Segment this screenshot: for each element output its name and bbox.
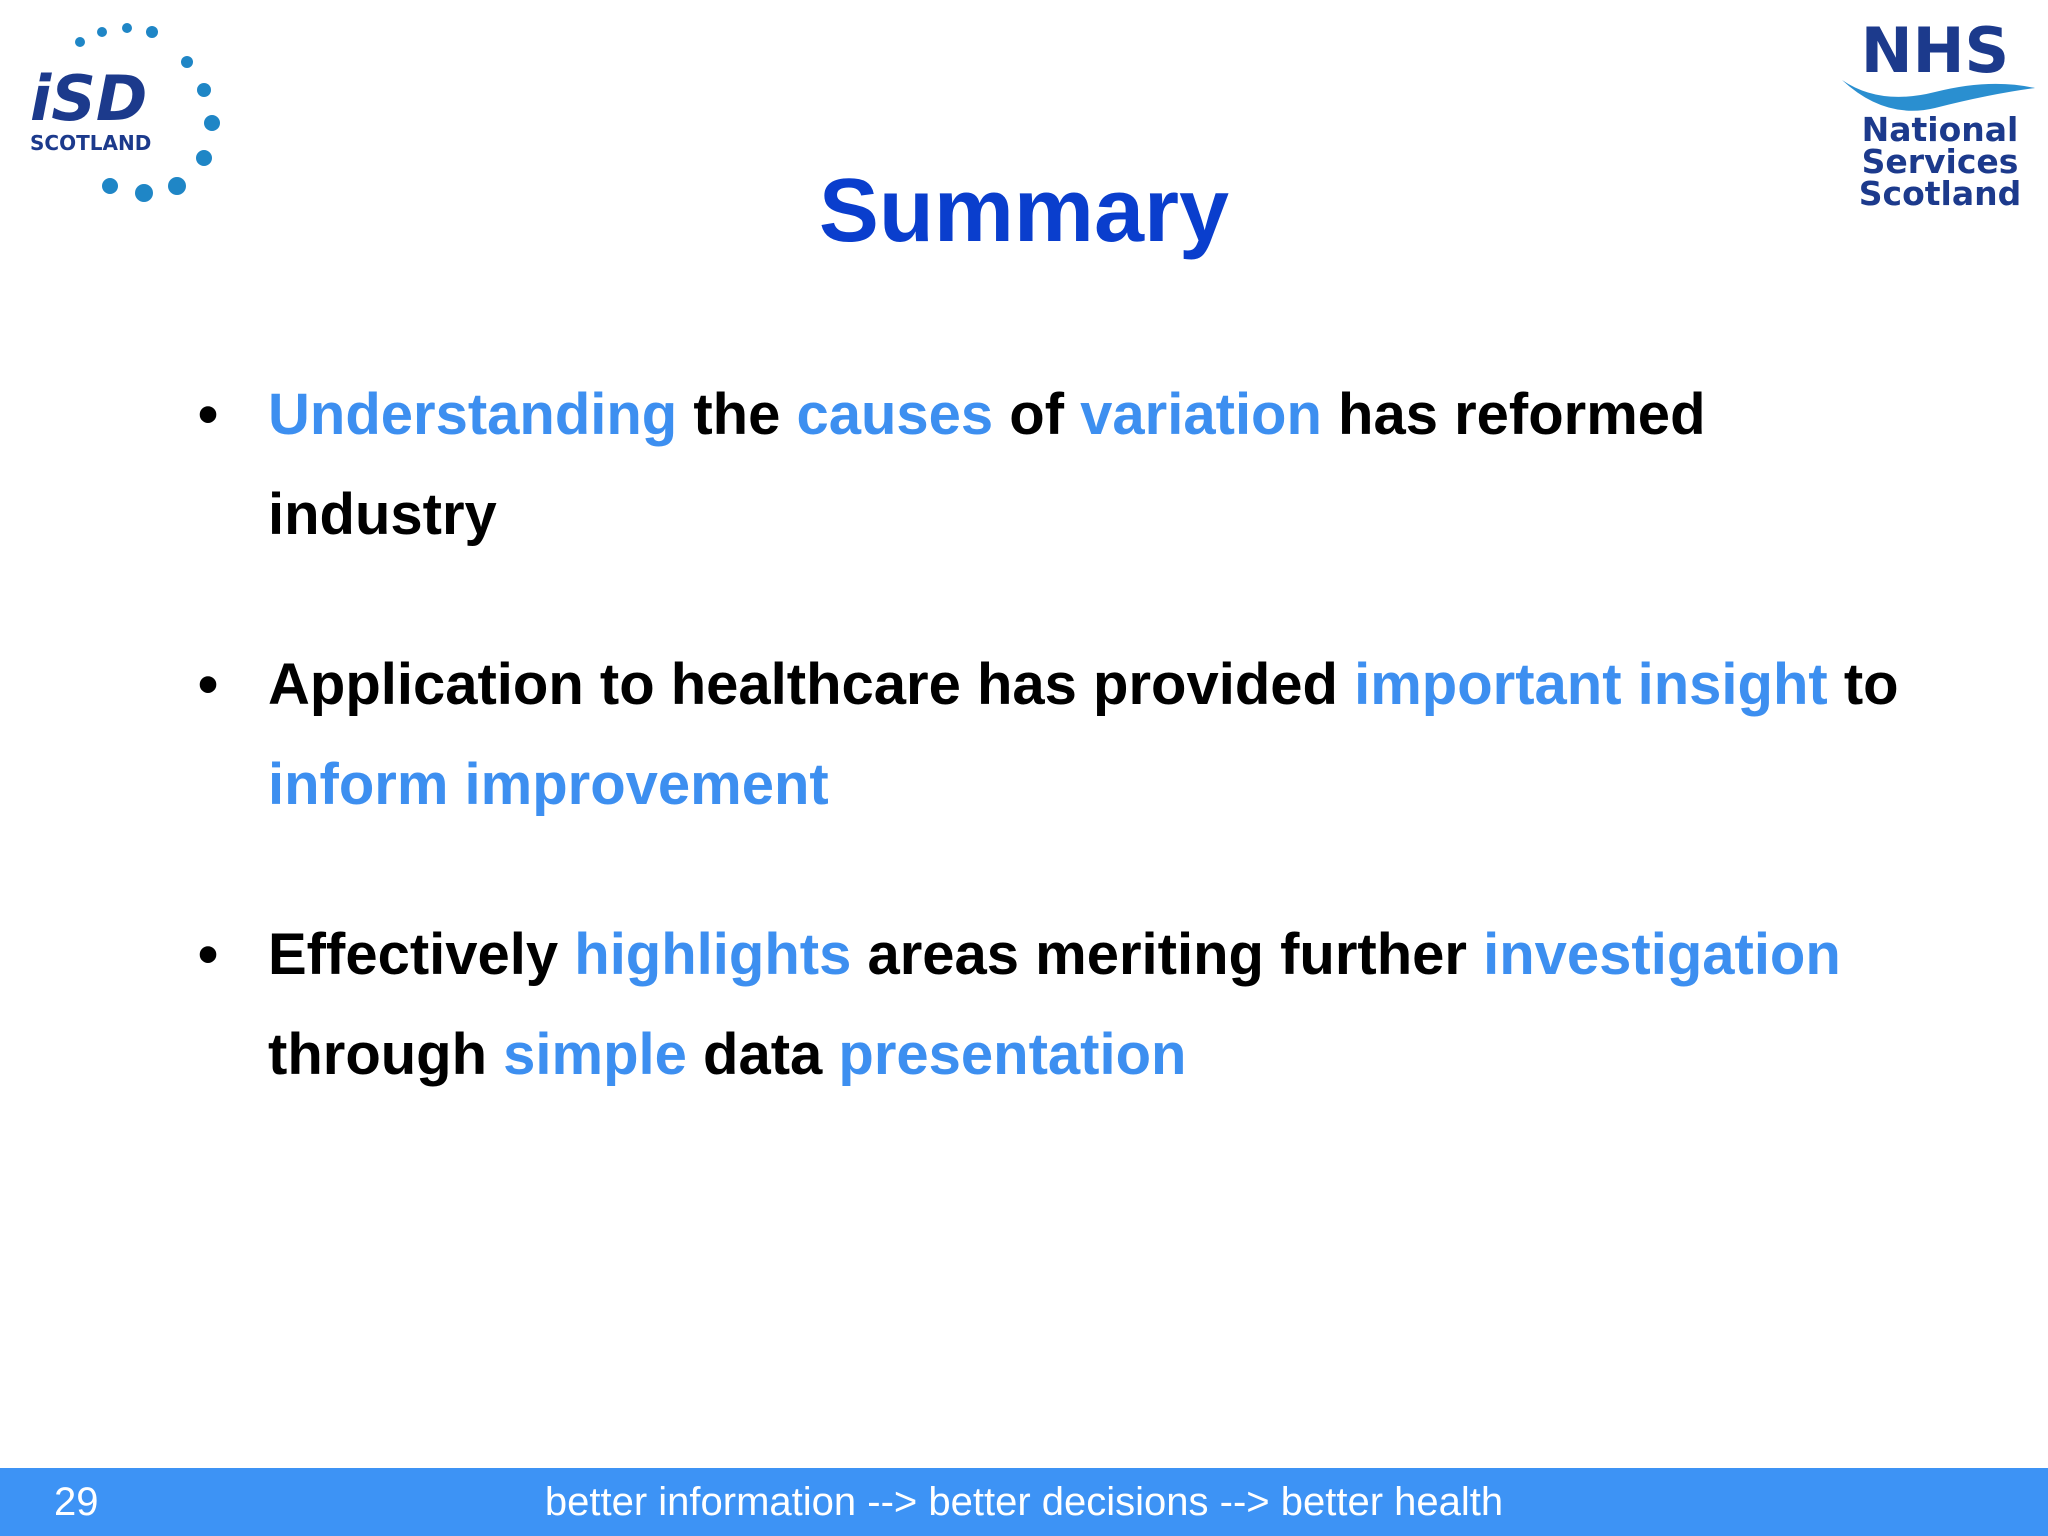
bullet-dot-icon: •: [197, 922, 219, 987]
bullet-item: [188, 905, 1908, 1105]
highlighted-text: Understanding: [268, 382, 678, 447]
nhs-logo-line-2: Services: [1861, 142, 2019, 181]
highlighted-text: important insight: [1354, 652, 1828, 717]
bullet-item: [188, 365, 1908, 565]
bullet-text: of: [993, 382, 1081, 447]
bullet-text: has reformed industry: [268, 382, 1706, 547]
bullet-text: to: [1827, 652, 1899, 717]
nhs-logo-text: NHS: [1860, 14, 2010, 87]
isd-logo-text: iSD: [30, 62, 148, 135]
bullet-text: data: [686, 1022, 839, 1087]
bullet-dot-icon: •: [197, 382, 219, 447]
bullet-text: through: [268, 1022, 504, 1087]
highlighted-text: highlights: [574, 922, 852, 987]
bullet-text: Effectively: [268, 922, 575, 987]
highlighted-text: variation: [1080, 382, 1322, 447]
highlighted-text: presentation: [838, 1022, 1187, 1087]
highlighted-text: inform improvement: [268, 752, 829, 817]
highlighted-text: investigation: [1483, 922, 1841, 987]
footer-bar: [0, 1468, 2048, 1536]
slide-title: Summary: [818, 161, 1230, 261]
isd-logo-subtext: SCOTLAND: [30, 131, 152, 155]
bullet-dot-icon: •: [197, 652, 219, 717]
bullet-text: areas meriting further: [851, 922, 1484, 987]
bullet-text: the: [677, 382, 797, 447]
bullet-list: [188, 365, 1908, 1175]
highlighted-text: simple: [503, 1022, 687, 1087]
footer-tagline: better information --> better decisions --> better health: [544, 1480, 1504, 1524]
bullet-item: [188, 635, 1908, 835]
nhs-logo-line-3: Scotland: [1858, 174, 2022, 213]
bullet-text: Application to healthcare has provided: [268, 652, 1355, 717]
page-number: 29: [54, 1480, 99, 1524]
highlighted-text: causes: [796, 382, 994, 447]
nhs-logo-line-1: National: [1861, 110, 2019, 149]
